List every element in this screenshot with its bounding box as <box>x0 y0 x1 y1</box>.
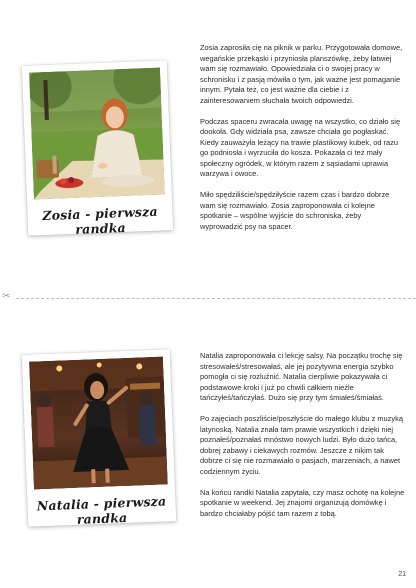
page-number: 21 <box>398 571 406 578</box>
photo-caption: Zosia - pierwsza randka <box>42 203 158 237</box>
scissors-icon: ✂ <box>2 291 11 302</box>
story-text-natalia <box>200 351 405 530</box>
paragraph: Miło spędziliście/spędziłyście razem czas i bardzo dobrze wam się rozmawiało. Zosia zaproponowała ci kolejne spotkanie – wspólne wyjście do schroniska, żeby wyprowadzić psy na spacer. <box>200 190 390 231</box>
photo-caption: Natalia - pierwsza randka <box>36 493 167 527</box>
polaroid-photo-natalia <box>22 349 176 527</box>
paragraph: Natalia zaproponowała ci lekcję salsy. Na początku trochę się stresowałeś/stresowałaś, ale jej pozytywna energia szybko pomogła ci się rozluźnić. Natalia cierpliwie pokazywała ci podstawowe kroki i już po chwili całkiem nieźle tańczyłeś/tańczyłaś. Dużo się przy tym śmiałeś/śmiałaś. <box>200 351 403 402</box>
cut-line <box>0 293 416 303</box>
dance-club-photo <box>29 356 168 489</box>
paragraph: Na końcu randki Natalia zapytała, czy masz ochotę na kolejne spotkanie w weekend. Jej znajomi organizują domówkę i bardzo chciałaby pójść tam razem z tobą. <box>200 487 405 518</box>
paragraph: Podczas spaceru zwracała uwagę na wszystko, co działo się dookoła. Gdy widziała psa, zawsze chciała go pogłaskać. Kiedy zauważyła leżący na trawie plastikowy kubek, od razu go podniosła i wyrzuciła do kosza. Pokazała ci też mały społeczny ogródek, w którym razem z sąsiadami uprawia warzywa i owoce. <box>200 116 401 178</box>
dashed-divider <box>16 298 416 299</box>
polaroid-photo-zosia <box>22 60 173 235</box>
paragraph: Po zajęciach poszliście/poszłyście do małego klubu z muzyką latynoską. Natalia znała tam prawie wszystkich i dzięki niej poznałeś/poznałaś mnóstwo nowych ludzi. Było dużo tańca, dobrej zabawy i ciekawych rozmów. Jeszcze z nikim tak dobrze ci się nie rozmawiało o pasjach, marzeniach, a nawet codziennym życiu. <box>200 414 403 476</box>
story-text-zosia <box>200 43 405 243</box>
paragraph: Zosia zaprosiła cię na piknik w parku. Przygotowała domowe, wegańskie przekąski i przyniosła planszówkę, żeby łatwiej wam się rozmawiało. Opowiedziała ci o swojej pracy w schronisku i z pasją mówiła o tym, jak ważne jest pomaganie innym. Pytała też, co jest ważne dla ciebie i z zainteresowaniem słuchała twoich odpowiedzi. <box>200 43 403 105</box>
picnic-photo <box>29 68 165 200</box>
